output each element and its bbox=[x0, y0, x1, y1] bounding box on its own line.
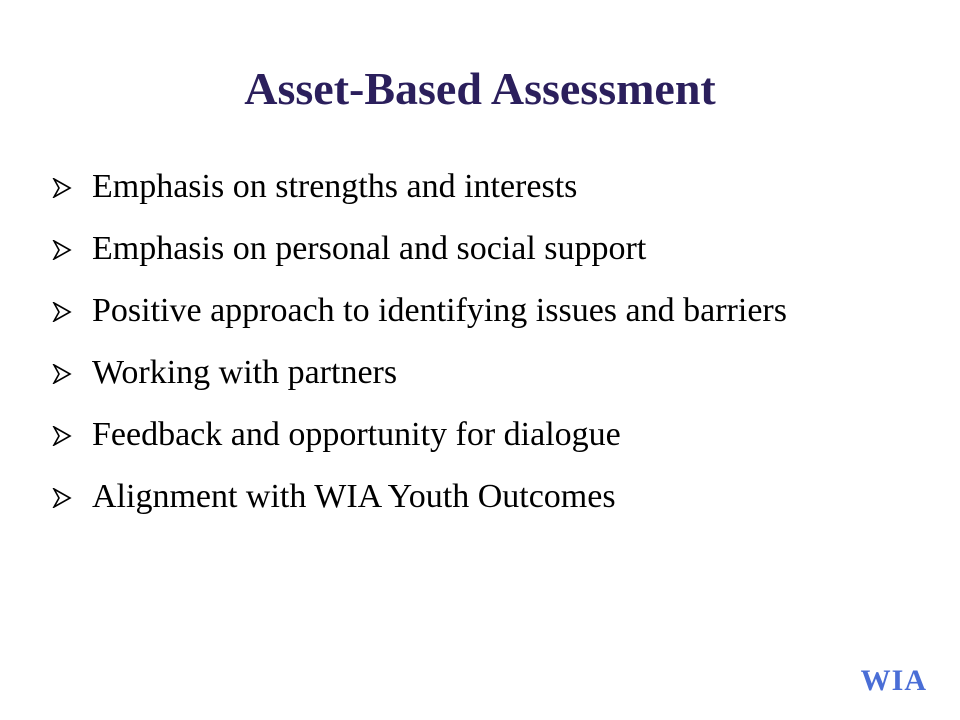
bullet-item bbox=[52, 168, 852, 206]
bullet-text: Working with partners bbox=[92, 354, 398, 391]
bullet-text: Feedback and opportunity for dialogue bbox=[92, 416, 621, 453]
wia-logo: WIA bbox=[860, 664, 927, 697]
bullet-item bbox=[52, 354, 852, 392]
arrowhead-bullet-icon bbox=[52, 302, 72, 322]
arrowhead-bullet-icon bbox=[52, 364, 72, 384]
bullet-item bbox=[52, 292, 852, 330]
bullet-text: Emphasis on personal and social support bbox=[92, 230, 647, 267]
arrowhead-bullet-icon bbox=[52, 426, 72, 446]
arrowhead-bullet-icon bbox=[52, 178, 72, 198]
bullet-list bbox=[52, 168, 852, 540]
bullet-text: Alignment with WIA Youth Outcomes bbox=[92, 478, 616, 515]
arrowhead-bullet-icon bbox=[52, 240, 72, 260]
bullet-item bbox=[52, 416, 852, 454]
bullet-text: Emphasis on strengths and interests bbox=[92, 168, 578, 205]
bullet-text: Positive approach to identifying issues and barriers bbox=[92, 292, 787, 329]
bullet-item bbox=[52, 478, 852, 516]
slide-title: Asset-Based Assessment bbox=[244, 63, 716, 114]
bullet-item bbox=[52, 230, 852, 268]
arrowhead-bullet-icon bbox=[52, 488, 72, 508]
